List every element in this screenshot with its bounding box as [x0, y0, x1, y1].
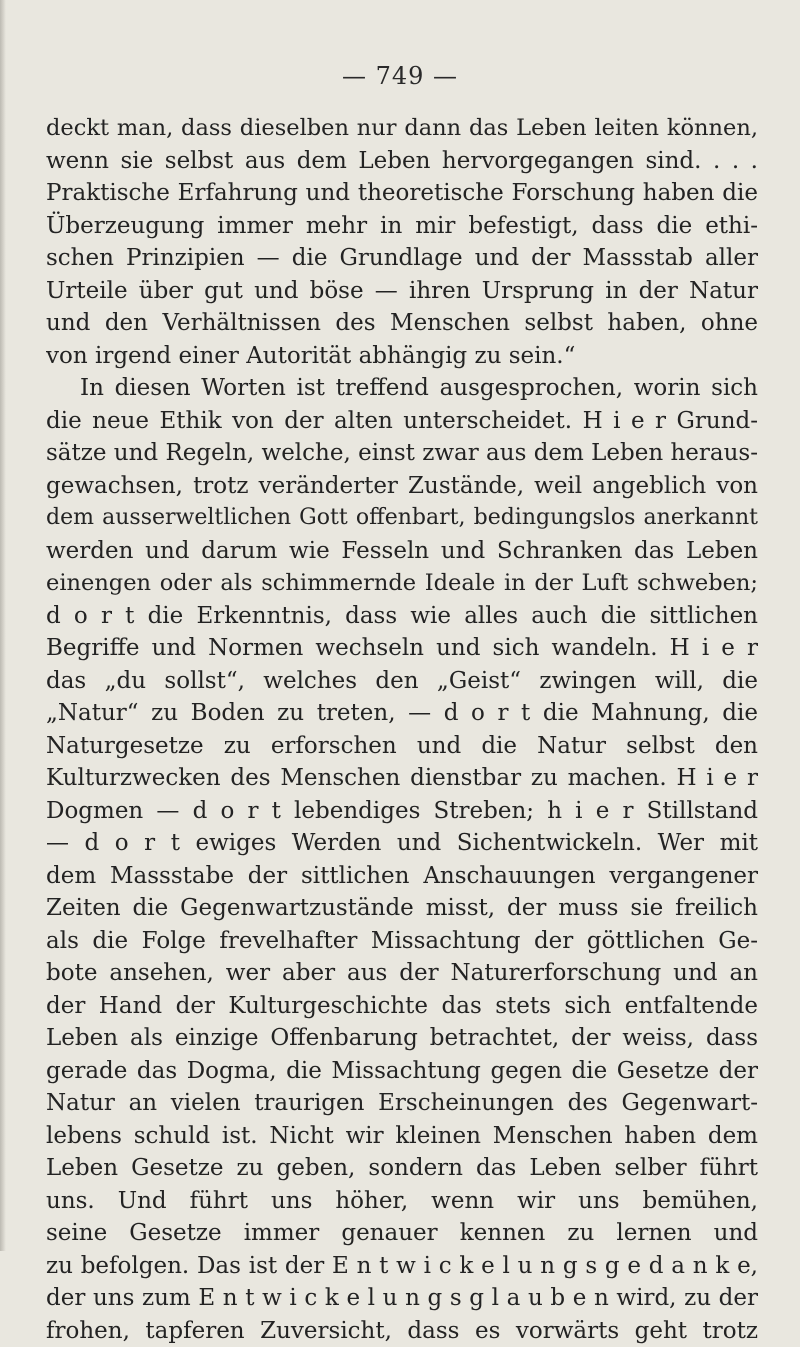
- text-line: wenn sie selbst aus dem Leben hervorgegangen sind. . . .: [46, 145, 758, 178]
- text-line: schen Prinzipien — die Grundlage und der Massstab aller: [46, 242, 758, 275]
- text-line: d o r t die Erkenntnis, dass wie alles auch die sittlichen: [46, 600, 758, 633]
- text-line: als die Folge frevelhafter Missachtung der göttlichen Ge-: [46, 925, 758, 958]
- text-line: deckt man, dass dieselben nur dann das Leben leiten können,: [46, 112, 758, 145]
- text-line: Überzeugung immer mehr in mir befestigt, dass die ethi-: [46, 210, 758, 243]
- text-line: zu befolgen. Das ist der E n t w i c k e l u n g s g e d a n k e,: [46, 1250, 758, 1283]
- text-line: Leben Gesetze zu geben, sondern das Leben selber führt: [46, 1152, 758, 1185]
- text-line: einengen oder als schimmernde Ideale in der Luft schweben;: [46, 567, 758, 600]
- text-line: Natur an vielen traurigen Erscheinungen des Gegenwart-: [46, 1087, 758, 1120]
- text-line: Urteile über gut und böse — ihren Ursprung in der Natur: [46, 275, 758, 308]
- text-line: frohen, tapferen Zuversicht, dass es vorwärts geht trotz: [46, 1315, 758, 1347]
- page-binding-edge: [0, 0, 6, 1251]
- text-line: Leben als einzige Offenbarung betrachtet, der weiss, dass: [46, 1022, 758, 1055]
- text-line: dem ausserweltlichen Gott offenbart, bedingungslos anerkannt: [46, 502, 758, 535]
- text-line: der Hand der Kulturgeschichte das stets sich entfaltende: [46, 990, 758, 1023]
- text-line: Praktische Erfahrung und theoretische Forschung haben die: [46, 177, 758, 210]
- body-text: [46, 112, 758, 1347]
- page-number: — 749 —: [0, 60, 800, 92]
- text-line: das „du sollst“, welches den „Geist“ zwingen will, die: [46, 665, 758, 698]
- text-line: Dogmen — d o r t lebendiges Streben; h i e r Stillstand: [46, 795, 758, 828]
- text-line: gewachsen, trotz veränderter Zustände, weil angeblich von: [46, 470, 758, 503]
- text-line: — d o r t ewiges Werden und Sichentwickeln. Wer mit: [46, 827, 758, 860]
- text-line: sätze und Regeln, welche, einst zwar aus dem Leben heraus-: [46, 437, 758, 470]
- text-line: dem Massstabe der sittlichen Anschauungen vergangener: [46, 860, 758, 893]
- text-line: seine Gesetze immer genauer kennen zu lernen und: [46, 1217, 758, 1250]
- text-line: lebens schuld ist. Nicht wir kleinen Menschen haben dem: [46, 1120, 758, 1153]
- text-line: In diesen Worten ist treffend ausgesprochen, worin sich: [46, 372, 758, 405]
- text-line: die neue Ethik von der alten unterscheidet. H i e r Grund-: [46, 405, 758, 438]
- text-line: von irgend einer Autorität abhängig zu sein.“: [46, 340, 758, 373]
- text-line: gerade das Dogma, die Missachtung gegen die Gesetze der: [46, 1055, 758, 1088]
- text-line: bote ansehen, wer aber aus der Naturerforschung und an: [46, 957, 758, 990]
- text-line: Kulturzwecken des Menschen dienstbar zu machen. H i e r: [46, 762, 758, 795]
- text-line: Begriffe und Normen wechseln und sich wandeln. H i e r: [46, 632, 758, 665]
- text-line: Naturgesetze zu erforschen und die Natur selbst den: [46, 730, 758, 763]
- text-line: uns. Und führt uns höher, wenn wir uns bemühen,: [46, 1185, 758, 1218]
- text-line: Zeiten die Gegenwartzustände misst, der muss sie freilich: [46, 892, 758, 925]
- text-line: werden und darum wie Fesseln und Schranken das Leben: [46, 535, 758, 568]
- text-line: der uns zum E n t w i c k e l u n g s g l a u b e n wird, zu der: [46, 1282, 758, 1315]
- text-line: und den Verhältnissen des Menschen selbst haben, ohne: [46, 307, 758, 340]
- text-line: „Natur“ zu Boden zu treten, — d o r t die Mahnung, die: [46, 697, 758, 730]
